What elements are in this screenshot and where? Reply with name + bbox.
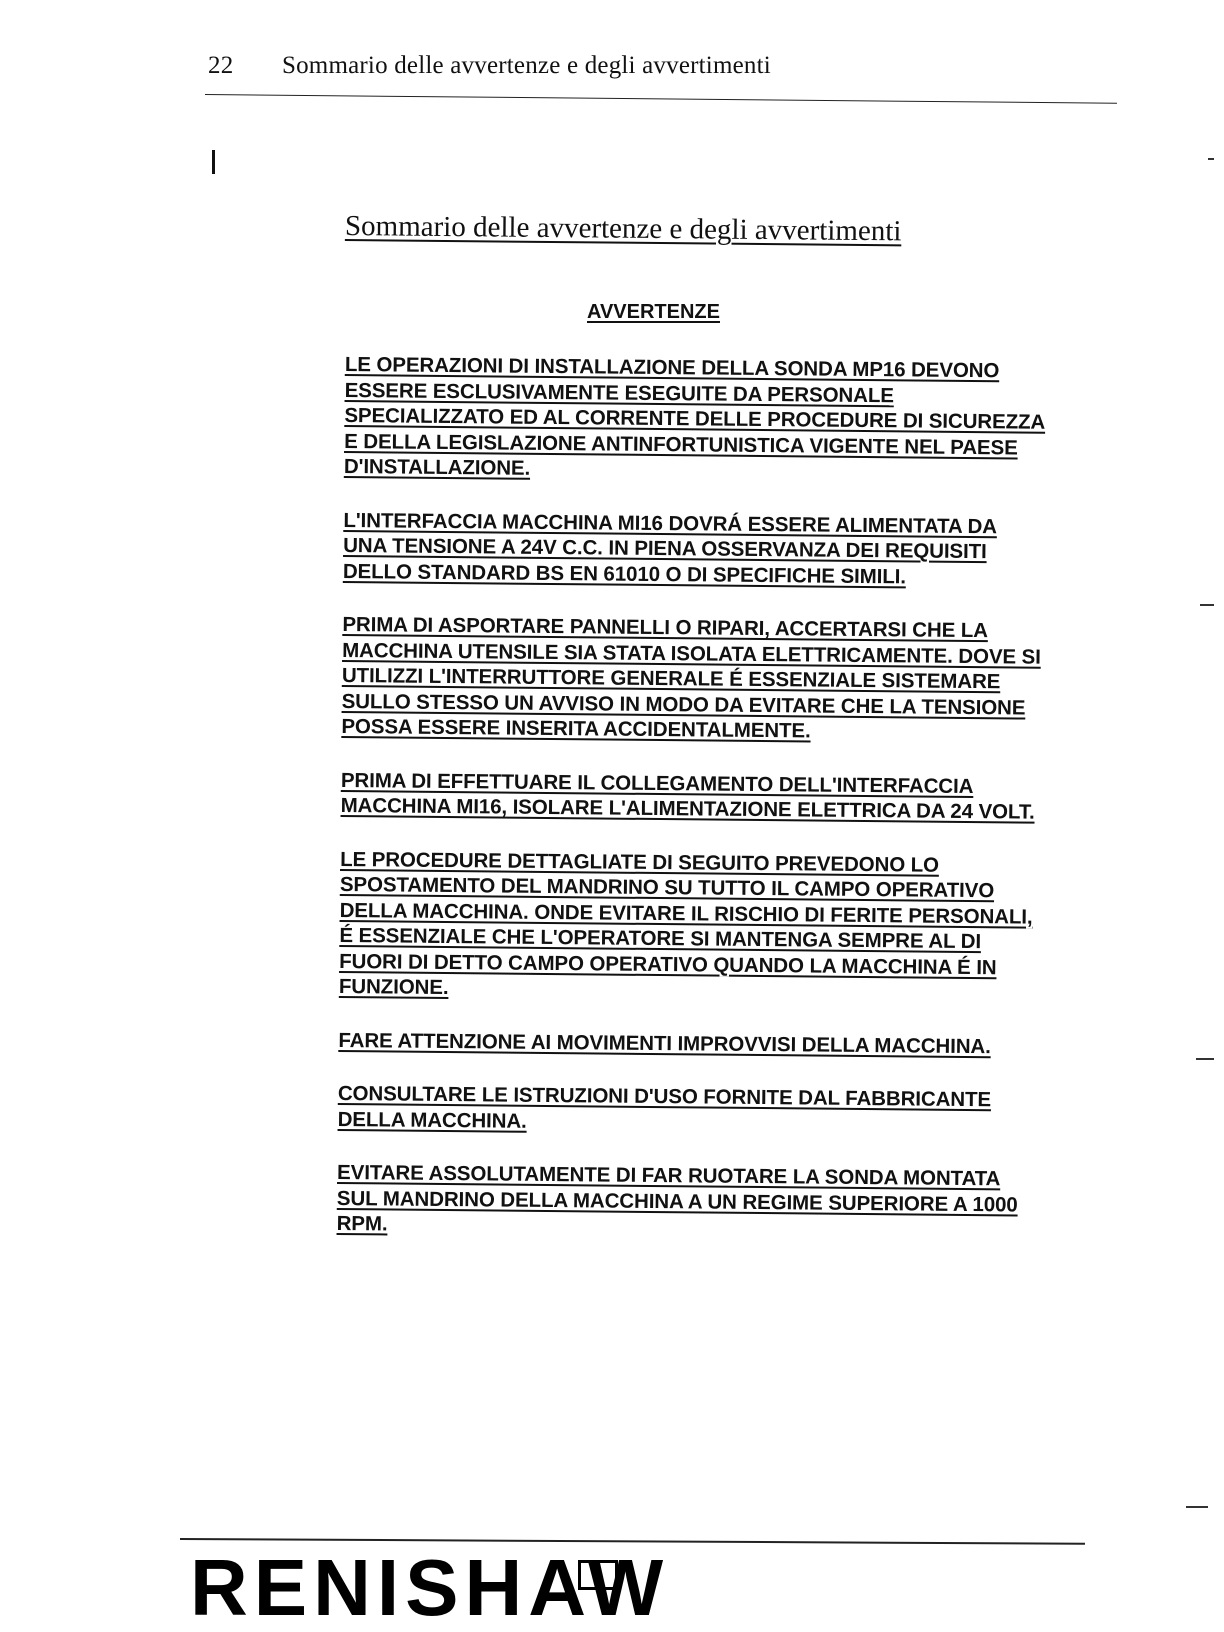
warning-paragraph: [341, 612, 1112, 747]
revision-change-bar: [212, 150, 215, 174]
running-title: Sommario delle avvertenze e degli avvertimenti: [282, 52, 771, 79]
scan-edge-mark: [1196, 1058, 1214, 1060]
warning-paragraph: [338, 1027, 1108, 1060]
warning-paragraph: [339, 846, 1110, 1006]
warning-line: SUL MANDRINO DELLA MACCHINA A UN REGIME SUPERIORE A 1000: [336, 1186, 1018, 1216]
warning-line: ESSERE ESCLUSIVAMENTE ESEGUITE DA PERSONALE: [344, 378, 895, 407]
scan-edge-mark: [1200, 604, 1214, 606]
scan-edge-mark: [1208, 158, 1214, 160]
warning-line: L'INTERFACCIA MACCHINA MI16 DOVRÁ ESSERE ALIMENTATA DA: [343, 508, 998, 538]
warning-paragraph: [338, 1081, 1108, 1139]
warning-line: UTILIZZI L'INTERRUTTORE GENERALE É ESSENZIALE SISTEMARE: [341, 663, 1001, 694]
scan-edge-mark: [1186, 1506, 1208, 1508]
warning-paragraph: [337, 1160, 1108, 1244]
warning-line: DELLO STANDARD BS EN 61010 O DI SPECIFICHE SIMILI.: [342, 559, 906, 588]
warning-line: SULLO STESSO UN AVVISO IN MODO DA EVITARE CHE LA TENSIONE: [341, 689, 1026, 720]
warning-paragraph: [341, 767, 1111, 825]
warning-line: FUORI DI DETTO CAMPO OPERATIVO QUANDO LA MACCHINA É IN: [339, 949, 997, 979]
warning-line: SPOSTAMENTO DEL MANDRINO SU TUTTO IL CAMPO OPERATIVO: [339, 872, 995, 903]
warning-line: FUNZIONE.: [338, 974, 449, 1000]
section-heading: AVVERTENZE: [587, 301, 720, 323]
running-header: [208, 52, 771, 80]
header-rule: [205, 94, 1117, 104]
warning-line: CONSULTARE LE ISTRUZIONI D'USO FORNITE DAL FABBRICANTE: [337, 1081, 992, 1112]
warning-line: DELLA MACCHINA. ONDE EVITARE IL RISCHIO DI FERITE PERSONALI,: [339, 898, 1033, 929]
warning-line: PRIMA DI ASPORTARE PANNELLI O RIPARI, ACCERTARSI CHE LA: [342, 612, 989, 643]
warning-line: DELLA MACCHINA.: [337, 1107, 527, 1133]
warning-line: PRIMA DI EFFETTUARE IL COLLEGAMENTO DELL'INTERFACCIA: [340, 768, 974, 798]
warning-line: D'INSTALLAZIONE.: [343, 454, 531, 480]
warning-line: SPECIALIZZATO ED AL CORRENTE DELLE PROCEDURE DI SICUREZZA: [344, 403, 1046, 434]
page-title: Sommario delle avvertenze e degli avvertimenti: [344, 210, 902, 248]
warning-line: MACCHINA UTENSILE SIA STATA ISOLATA ELETTRICAMENTE. DOVE SI: [342, 638, 1041, 669]
warning-line: É ESSENZIALE CHE L'OPERATORE SI MANTENGA SEMPRE AL DI: [339, 923, 982, 954]
company-logo: RENISHAW: [190, 1543, 670, 1632]
warning-line: LE OPERAZIONI DI INSTALLAZIONE DELLA SONDA MP16 DEVONO: [344, 352, 1000, 383]
warning-line: EVITARE ASSOLUTAMENTE DI FAR RUOTARE LA SONDA MONTATA: [337, 1160, 1001, 1191]
page-number: 22: [208, 52, 234, 79]
warning-paragraph: [344, 352, 1115, 487]
warning-paragraph: [343, 507, 1114, 591]
logo-mark-icon: [578, 1560, 618, 1590]
warnings-list: [336, 352, 1115, 1272]
warning-line: MACCHINA MI16, ISOLARE L'ALIMENTAZIONE ELETTRICA DA 24 VOLT.: [340, 793, 1035, 824]
warning-line: FARE ATTENZIONE AI MOVIMENTI IMPROVVISI DELLA MACCHINA.: [338, 1028, 991, 1058]
warning-line: E DELLA LEGISLAZIONE ANTINFORTUNISTICA VIGENTE NEL PAESE: [344, 429, 1018, 459]
warning-line: POSSA ESSERE INSERITA ACCIDENTALMENTE.: [341, 714, 811, 743]
warning-line: UNA TENSIONE A 24V C.C. IN PIENA OSSERVANZA DEI REQUISITI: [343, 533, 987, 564]
warning-line: LE PROCEDURE DETTAGLIATE DI SEGUITO PREVEDONO LO: [340, 847, 940, 877]
warning-line: RPM.: [336, 1211, 388, 1236]
